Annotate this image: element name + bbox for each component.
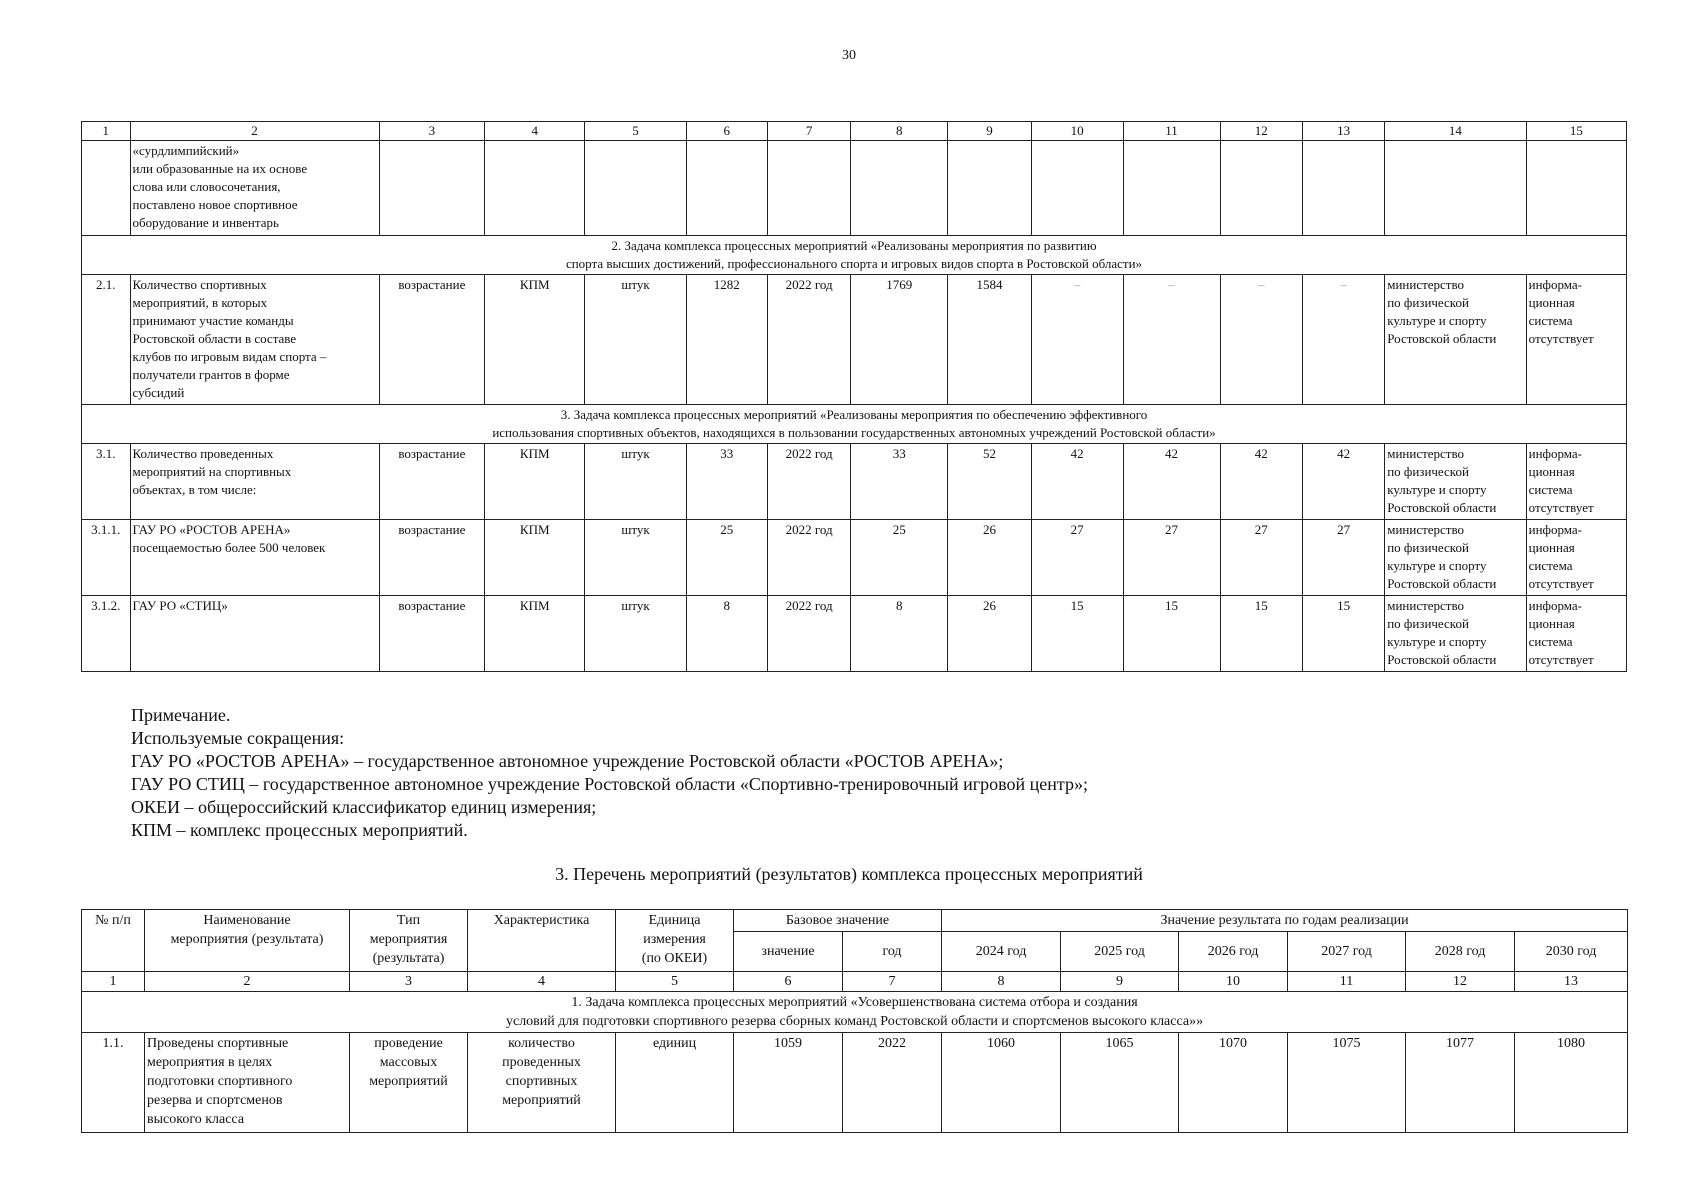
unit: единиц [616,1033,734,1133]
col-number: 9 [1061,972,1179,992]
col-number: 8 [942,972,1061,992]
unit: штук [585,275,686,405]
indicator-name: Количество проведенных мероприятий на спортивных объектах, в том числе: [130,444,379,520]
value: 33 [851,444,948,520]
col-header-name: Наименование мероприятия (результата) [145,910,350,972]
value: 25 [851,520,948,596]
col-number: 13 [1515,972,1628,992]
col-number: 8 [851,122,948,141]
col-number: 7 [767,122,850,141]
value: 15 [1031,596,1123,672]
section-heading: 3. Перечень мероприятий (результатов) комплекса процессных мероприятий [555,864,1143,884]
notes-line: КПМ – комплекс процессных мероприятий. [131,820,468,840]
col-header-unit: Единица измерения (по ОКЕИ) [616,910,734,972]
notes-subtitle: Используемые сокращения: [131,728,345,748]
direction: возрастание [379,520,485,596]
col-header-years-group: Значение результата по годам реализации [942,910,1628,932]
info-system: информа- ционная система отсутствует [1526,275,1626,405]
base-value: 1059 [734,1033,843,1133]
value: 8 [851,596,948,672]
base-value: 8 [686,596,767,672]
col-number: 10 [1179,972,1288,992]
indicator-type: КПМ [485,520,585,596]
value: 42 [1220,444,1302,520]
col-number: 9 [948,122,1031,141]
base-value: 1282 [686,275,767,405]
column-number-row [82,972,1628,992]
col-header-type: Тип мероприятия (результата) [350,910,468,972]
value: 26 [948,520,1031,596]
value: 42 [1302,444,1384,520]
table-row [82,141,1627,236]
value: 26 [948,596,1031,672]
value: – [1302,275,1384,405]
info-system: информа- ционная система отсутствует [1526,520,1626,596]
col-header-year: 2030 год [1515,932,1628,972]
year-value: 1065 [1061,1033,1179,1133]
value: 1584 [948,275,1031,405]
responsible: министерство по физической культуре и спорту Ростовской области [1385,444,1526,520]
value: 15 [1123,596,1220,672]
col-header-base-value: значение [734,932,843,972]
section-title: 2. Задача комплекса процессных мероприятий «Реализованы мероприятия по развитию спорта высших достижений, профессионального спорта и игровых видов спорта в Ростовской области» [82,236,1627,275]
notes-block [131,704,1088,842]
value: 1769 [851,275,948,405]
event-type: проведение массовых мероприятий [350,1033,468,1133]
year-value: 1060 [942,1033,1061,1133]
table-row [82,596,1627,672]
col-number: 2 [145,972,350,992]
info-system: информа- ционная система отсутствует [1526,596,1626,672]
table-row [82,444,1627,520]
col-number: 6 [734,972,843,992]
col-number: 6 [686,122,767,141]
col-header-base-group: Базовое значение [734,910,942,932]
year-value: 1080 [1515,1033,1628,1133]
col-number: 5 [616,972,734,992]
col-number: 11 [1123,122,1220,141]
col-number: 1 [82,122,131,141]
col-number: 12 [1406,972,1515,992]
value: 27 [1302,520,1384,596]
col-number: 4 [468,972,616,992]
base-value: 33 [686,444,767,520]
value: 15 [1302,596,1384,672]
value: 27 [1123,520,1220,596]
unit: штук [585,596,686,672]
value: – [1220,275,1302,405]
direction: возрастание [379,275,485,405]
section-row [82,236,1627,275]
section-row [82,992,1628,1033]
table-row [82,1033,1628,1133]
col-header-characteristic: Характеристика [468,910,616,972]
event-characteristic: количество проведенных спортивных мероприятий [468,1033,616,1133]
notes-line: ГАУ РО СТИЦ – государственное автономное учреждение Ростовской области «Спортивно-тренировочный игровой центр»; [131,774,1088,794]
base-year: 2022 год [767,275,850,405]
col-number: 14 [1385,122,1526,141]
col-header-base-year: год [843,932,942,972]
notes-title: Примечание. [131,705,231,725]
col-number: 1 [82,972,145,992]
col-number: 3 [350,972,468,992]
events-table [81,909,1628,1133]
section-row [82,405,1627,444]
col-number: 2 [130,122,379,141]
value: 42 [1123,444,1220,520]
year-value: 1077 [1406,1033,1515,1133]
base-year: 2022 год [767,520,850,596]
base-year: 2022 год [767,444,850,520]
unit: штук [585,444,686,520]
table-row [82,275,1627,405]
indicator-name: Количество спортивных мероприятий, в которых принимают участие команды Ростовской области в составе клубов по игровым видам спорта – получатели грантов в форме субсидий [130,275,379,405]
value: 42 [1031,444,1123,520]
value: – [1031,275,1123,405]
indicator-type: КПМ [485,275,585,405]
year-value: 1070 [1179,1033,1288,1133]
value: 27 [1220,520,1302,596]
value: 15 [1220,596,1302,672]
col-header-year: 2024 год [942,932,1061,972]
table-row [82,520,1627,596]
col-number: 11 [1288,972,1406,992]
direction: возрастание [379,444,485,520]
col-number: 5 [585,122,686,141]
col-header-year: 2025 год [1061,932,1179,972]
col-number: 4 [485,122,585,141]
indicator-type: КПМ [485,444,585,520]
col-number: 12 [1220,122,1302,141]
row-number: 2.1. [82,275,131,405]
section-title: 3. Задача комплекса процессных мероприятий «Реализованы мероприятия по обеспечению эффективного использования спортивных объектов, находящихся в пользовании государственных автономных учреждений Ростовской области» [82,405,1627,444]
indicator-type: КПМ [485,596,585,672]
col-number: 7 [843,972,942,992]
year-value: 1075 [1288,1033,1406,1133]
notes-line: ОКЕИ – общероссийский классификатор единиц измерения; [131,797,597,817]
base-year: 2022 [843,1033,942,1133]
event-name: Проведены спортивные мероприятия в целях подготовки спортивного резерва и спортсменов высокого класса [145,1033,350,1133]
col-number: 3 [379,122,485,141]
responsible: министерство по физической культуре и спорту Ростовской области [1385,596,1526,672]
col-header-year: 2027 год [1288,932,1406,972]
unit: штук [585,520,686,596]
value: 52 [948,444,1031,520]
header-row [82,910,1628,932]
indicator-name: ГАУ РО «СТИЦ» [130,596,379,672]
section-title: 1. Задача комплекса процессных мероприятий «Усовершенствована система отбора и создания условий для подготовки спортивного резерва сборных команд Ростовской области и спортсменов высокого класса»» [82,992,1628,1033]
col-header-year: 2028 год [1406,932,1515,972]
column-number-row [82,122,1627,141]
info-system: информа- ционная система отсутствует [1526,444,1626,520]
value: – [1123,275,1220,405]
notes-line: ГАУ РО «РОСТОВ АРЕНА» – государственное автономное учреждение Ростовской области «РОСТОВ АРЕНА»; [131,751,1004,771]
base-value: 25 [686,520,767,596]
col-header-num: № п/п [82,910,145,972]
col-number: 13 [1302,122,1384,141]
value: 27 [1031,520,1123,596]
direction: возрастание [379,596,485,672]
col-number: 15 [1526,122,1626,141]
row-number: 3.1. [82,444,131,520]
indicator-name: «сурдлимпийский» или образованные на их основе слова или словосочетания, поставлено новое спортивное оборудование и инвентарь [130,141,379,236]
indicators-table [81,121,1627,672]
responsible: министерство по физической культуре и спорту Ростовской области [1385,275,1526,405]
col-header-year: 2026 год [1179,932,1288,972]
row-number: 1.1. [82,1033,145,1133]
row-number: 3.1.1. [82,520,131,596]
row-number: 3.1.2. [82,596,131,672]
page-number: 30 [842,48,856,63]
base-year: 2022 год [767,596,850,672]
responsible: министерство по физической культуре и спорту Ростовской области [1385,520,1526,596]
indicator-name: ГАУ РО «РОСТОВ АРЕНА» посещаемостью более 500 человек [130,520,379,596]
col-number: 10 [1031,122,1123,141]
